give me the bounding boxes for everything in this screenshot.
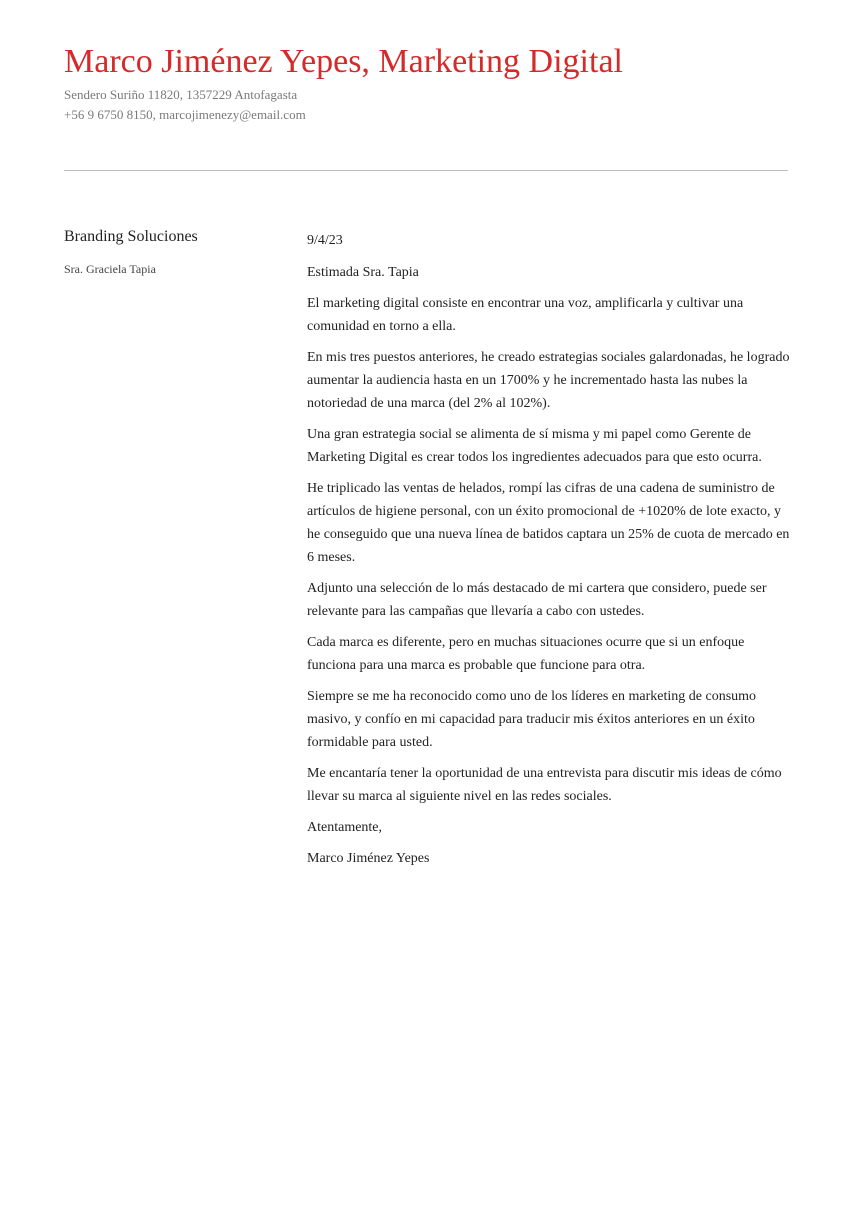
letter-paragraph: Me encantaría tener la oportunidad de una entrevista para discutir mis ideas de cómo llevar su marca al siguiente nivel en las redes sociales. xyxy=(307,766,782,804)
letter-paragraph: Siempre se me ha reconocido como uno de los líderes en marketing de consumo masivo, y confío en mi capacidad para traducir mis éxitos anteriores en un éxito formidable para usted. xyxy=(307,689,757,750)
letter-paragraph: Adjunto una selección de lo más destacado de mi cartera que considero, puede ser relevante para las campañas que llevaría a cabo con ustedes. xyxy=(307,581,767,619)
letter-greeting: Estimada Sra. Tapia xyxy=(307,265,419,280)
letter-paragraph: He triplicado las ventas de helados, rompí las cifras de una cadena de suministro de artículos de higiene personal, con un éxito promocional de +1020% de lote exacto, y he conseguido que una nueva línea de batidos captara un 25% de cuota de mercado en 6 meses. xyxy=(307,481,790,565)
letter-paragraph: En mis tres puestos anteriores, he creado estrategias sociales galardonadas, he logrado aumentar la audiencia hasta en un 1700% y he incrementado hasta las nubes la notoriedad de una marca (del 2% al 102%). xyxy=(307,350,790,411)
letter-paragraph: Una gran estrategia social se alimenta de sí misma y mi papel como Gerente de Marketing Digital es crear todos los ingredientes adecuados para que esto ocurra. xyxy=(307,427,762,465)
letter-paragraph: Cada marca es diferente, pero en muchas situaciones ocurre que si un enfoque funciona para una marca es probable que funcione para otra. xyxy=(307,635,745,673)
applicant-address: Sendero Suriño 11820, 1357229 Antofagasta xyxy=(64,87,298,102)
letter-paragraph: El marketing digital consiste en encontrar una voz, amplificarla y cultivar una comunidad en torno a ella. xyxy=(307,296,744,334)
letter-closing: Atentamente, xyxy=(307,820,383,835)
recipient-name: Sra. Graciela Tapia xyxy=(64,262,156,276)
applicant-phone-email: +56 9 6750 8150, marcojimenezy@email.com xyxy=(64,107,306,122)
applicant-name-title: Marco Jiménez Yepes, Marketing Digital xyxy=(64,43,623,80)
header-divider xyxy=(64,170,788,171)
letter-date: 9/4/23 xyxy=(307,233,343,248)
letter-body xyxy=(307,229,791,878)
letter-signature: Marco Jiménez Yepes xyxy=(307,851,430,866)
recipient-company: Branding Soluciones xyxy=(64,228,198,245)
